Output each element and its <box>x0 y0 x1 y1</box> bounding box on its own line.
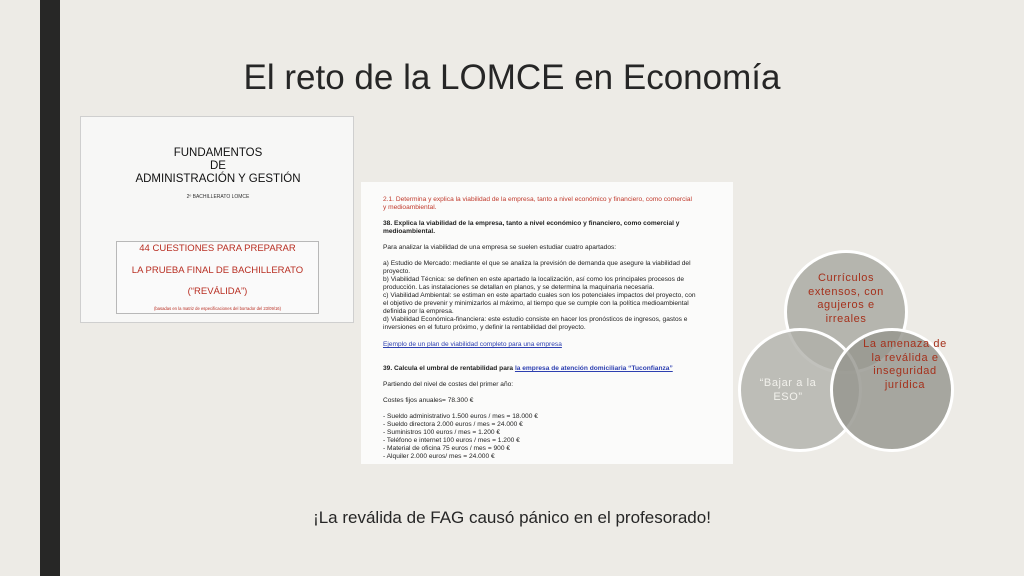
excerpt-line: definida por la empresa. <box>383 308 454 315</box>
cover-heading <box>81 147 355 186</box>
cover-box-line: 44 CUESTIONES PARA PREPARAR <box>139 243 296 254</box>
excerpt-line: medioambiental. <box>383 228 436 235</box>
cover-heading-line: FUNDAMENTOS <box>173 147 263 159</box>
cover-box-note: (basadas en la matriz de especificaciones del borrador del 23/09/16) <box>153 306 282 311</box>
excerpt-line: a) Estudio de Mercado: mediante el que se analiza la previsión de demanda que asegure la viabilidad del <box>383 260 691 267</box>
excerpt-line: Costes fijos anuales= 78.300 € <box>383 397 474 404</box>
excerpt-line: d) Viabilidad Económica-financiera: este estudio consiste en hacer los pronósticos de ingresos, gastos e <box>383 316 688 323</box>
excerpt-line: proyecto. <box>383 268 411 275</box>
venn-diagram <box>736 246 954 452</box>
exam-excerpt-image <box>361 182 733 464</box>
excerpt-line: Partiendo del nivel de costes del primer año: <box>383 381 514 388</box>
slide-caption: ¡La reválida de FAG causó pánico en el profesorado! <box>313 508 711 527</box>
venn-label-left: “Bajar a la ESO” <box>759 377 817 403</box>
venn-label-right: La amenaza de la reválida e inseguridad jurídica <box>863 338 947 391</box>
textbook-cover-image <box>80 116 354 323</box>
cover-title-box <box>116 241 319 314</box>
excerpt-line: Para analizar la viabilidad de una empresa se suelen estudiar cuatro apartados: <box>383 244 617 251</box>
excerpt-line: 2.1. Determina y explica la viabilidad de la empresa, tanto a nivel económico y financiero, como comercial <box>383 196 692 203</box>
excerpt-line: - Suministros 100 euros / mes = 1.200 € <box>383 429 501 436</box>
excerpt-line: inversiones en el futuro próximo, y definir la rentabilidad del proyecto. <box>383 324 586 331</box>
excerpt-line: - Sueldo administrativo 1.500 euros / mes = 18.000 € <box>383 413 538 420</box>
question-link[interactable]: la empresa de atención domiciliaria “Tuconfianza” <box>514 365 673 372</box>
excerpt-line: - Sueldo directora 2.000 euros / mes = 24.000 € <box>383 421 523 428</box>
excerpt-line: - Material de oficina 75 euros / mes = 900 € <box>383 445 510 452</box>
question-text: 39. Calcula el umbral de rentabilidad para <box>383 365 514 372</box>
excerpt-line: c) Viabilidad Ambiental: se estiman en este apartado cuales son los potenciales impactos del proyecto, con <box>383 292 696 299</box>
excerpt-link[interactable]: Ejemplo de un plan de viabilidad completo para una empresa <box>383 341 562 348</box>
excerpt-line: 38. Explica la viabilidad de la empresa, tanto a nivel económico y financiero, como comercial y <box>383 220 680 227</box>
cover-course-label: 2º BACHILLERATO LOMCE <box>186 194 250 200</box>
excerpt-line: producción. Las instalaciones se detallan en planos, y se determina la maquinaria necesaria. <box>383 284 655 291</box>
venn-label-top: Currículos extensos, con agujeros e irreales <box>808 272 884 325</box>
slide-title: El reto de la LOMCE en Economía <box>243 58 781 97</box>
excerpt-line: el objetivo de prevenir y minimizarlos al máximo, al tiempo que se cumple con la política medioambiental <box>383 300 689 307</box>
cover-heading-line: DE <box>210 160 226 172</box>
excerpt-line: y medioambiental. <box>383 204 437 211</box>
cover-heading-line: ADMINISTRACIÓN Y GESTIÓN <box>135 173 301 185</box>
excerpt-line: - Alquiler 2.000 euros/ mes = 24.000 € <box>383 453 495 460</box>
excerpt-line: - Teléfono e internet 100 euros / mes = 1.200 € <box>383 437 520 444</box>
excerpt-line: b) Viabilidad Técnica: se definen en este apartado la localización, así como los principales procesos de <box>383 276 685 283</box>
cover-box-line: LA PRUEBA FINAL DE BACHILLERATO <box>131 265 304 276</box>
excerpt-question <box>383 365 723 373</box>
cover-box-line: (“REVÁLIDA”) <box>187 286 248 297</box>
